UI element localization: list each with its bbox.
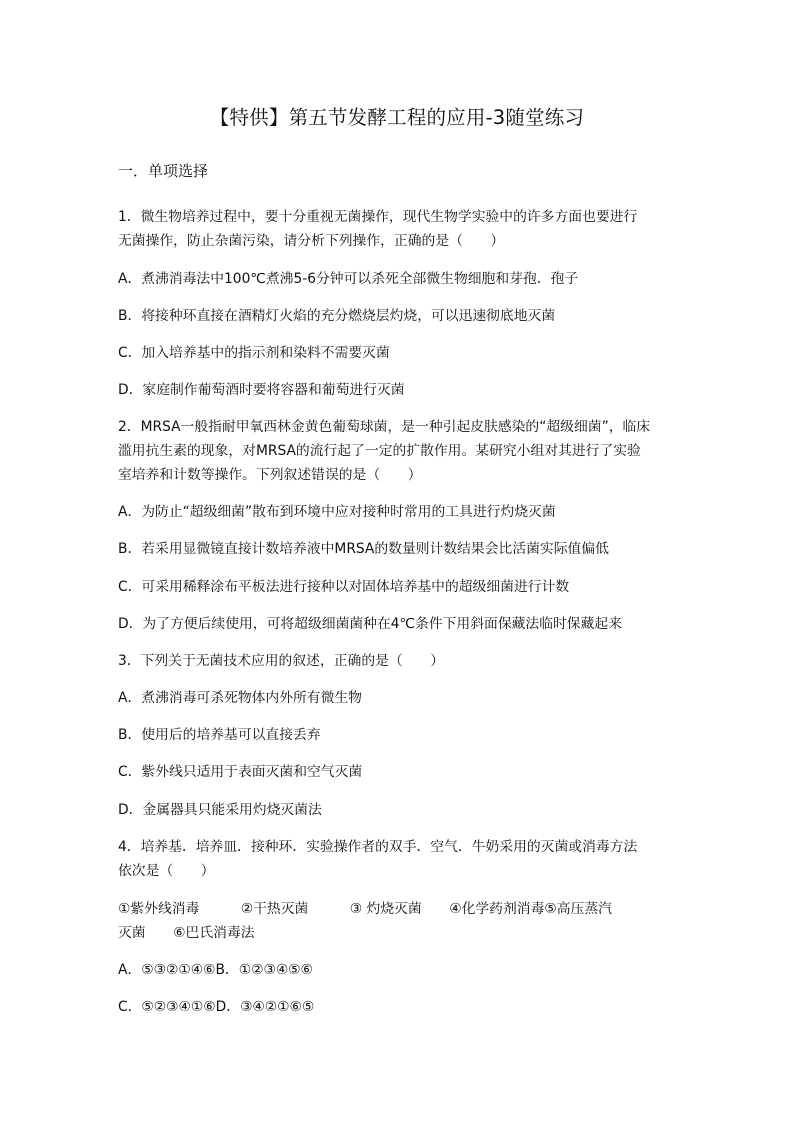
document-title: 【特供】第五节发酵工程的应用-3随堂练习 [209,106,585,129]
q2-option-c: C．可采用稀释涂布平板法进行接种以对固体培养基中的超级细菌进行计数 [118,579,570,595]
q4-methods-line2: 灭菌 ⑥巴氏消毒法 [118,925,255,941]
q2-option-d: D．为了方便后续使用，可将超级细菌菌种在4℃条件下用斜面保藏法临时保藏起来 [118,616,622,632]
q2-stem-line3: 室培养和计数等操作。下列叙述错误的是（ ） [118,467,422,483]
q1-option-c: C．加入培养基中的指示剂和染料不需要灭菌 [118,345,390,361]
q2-stem-line1: 2．MRSA一般指耐甲氧西林金黄色葡萄球菌，是一种引起皮肤感染的“超级细菌”，临床 [118,419,651,435]
q3-option-a: A．煮沸消毒可杀死物体内外所有微生物 [118,690,362,706]
q1-stem-line2: 无菌操作，防止杂菌污染，请分析下列操作，正确的是（ ） [118,233,505,249]
section-heading: 一．单项选择 [118,162,209,180]
q2-stem-line2: 滥用抗生素的现象，对MRSA的流行起了一定的扩散作用。某研究小组对其进行了实验 [118,443,641,459]
q1-option-b: B．将接种环直接在酒精灯火焰的充分燃烧层灼烧，可以迅速彻底地灭菌 [118,308,556,324]
q4-stem-line1: 4．培养基．培养皿．接种环．实验操作者的双手．空气．牛奶采用的灭菌或消毒方法 [118,839,638,855]
q1-option-a: A．煮沸消毒法中100℃煮沸5-6分钟可以杀死全部微生物细胞和芽孢．孢子 [118,271,579,287]
q4-stem-line2: 依次是（ ） [118,863,215,879]
q4-options-cd: C．⑤②③④①⑥D．③④②①⑥⑤ [118,999,315,1015]
q1-stem-line1: 1．微生物培养过程中，要十分重视无菌操作，现代生物学实验中的许多方面也要进行 [118,209,638,225]
q2-option-a: A．为防止“超级细菌”散布到环境中应对接种时常用的工具进行灼烧灭菌 [118,504,556,520]
q3-option-c: C．紫外线只适用于表面灭菌和空气灭菌 [118,764,363,780]
q1-option-d: D．家庭制作葡萄酒时要将容器和葡萄进行灭菌 [118,382,405,398]
q4-methods-line1: ①紫外线消毒 ②干热灭菌 ③ 灼烧灭菌 ④化学药剂消毒⑤高压蒸汽 [118,901,612,917]
q3-option-d: D．金属器具只能采用灼烧灭菌法 [118,802,322,818]
q3-stem: 3．下列关于无菌技术应用的叙述，正确的是（ ） [118,653,445,669]
q2-option-b: B．若采用显微镜直接计数培养液中MRSA的数量则计数结果会比活菌实际值偏低 [118,541,609,557]
q4-options-ab: A．⑤③②①④⑥B．①②③④⑤⑥ [118,962,313,978]
q3-option-b: B．使用后的培养基可以直接丢弃 [118,727,321,743]
